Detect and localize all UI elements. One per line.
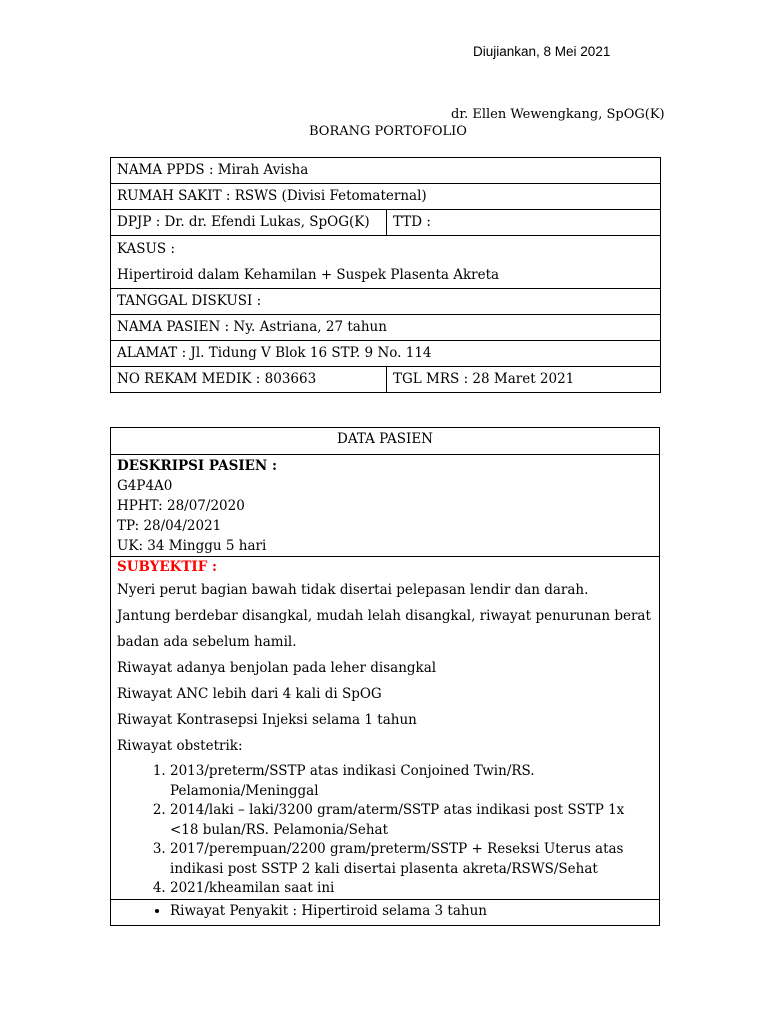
identity-table bbox=[110, 157, 661, 393]
description-line: UK: 34 Minggu 5 hari bbox=[117, 538, 267, 554]
list-item: 4. 2021/kheamilan saat ini bbox=[170, 879, 653, 899]
list-item: • Riwayat Penyakit : Hipertiroid selama 3 tahun bbox=[170, 900, 653, 922]
patient-description-cell bbox=[111, 455, 660, 557]
table-row bbox=[111, 184, 661, 210]
rumah-sakit-cell: RUMAH SAKIT : RSWS (Divisi Fetomaternal) bbox=[111, 184, 661, 210]
table-row bbox=[111, 341, 661, 367]
subjective-paragraph: Riwayat adanya benjolan pada leher disangkal bbox=[117, 660, 437, 676]
subjective-paragraph: Nyeri perut bagian bawah tidak disertai pelepasan lendir dan darah. bbox=[117, 582, 589, 598]
alamat-cell: ALAMAT : Jl. Tidung V Blok 16 STP. 9 No. 114 bbox=[111, 341, 661, 367]
section-title: DATA PASIEN bbox=[111, 428, 660, 455]
list-item: 3. 2017/perempuan/2200 gram/preterm/SSTP + Reseksi Uterus atas indikasi post SSTP 2 kali disertai plasenta akreta/RSWS/Sehat bbox=[170, 840, 653, 879]
table-row bbox=[111, 210, 661, 236]
obstetric-history-list bbox=[117, 762, 653, 899]
ttd-cell: TTD : bbox=[387, 210, 661, 236]
kasus-cell bbox=[111, 236, 661, 289]
list-item: 2. 2014/laki – laki/3200 gram/aterm/SSTP atas indikasi post SSTP 1x <18 bulan/RS. Pelamonia/Sehat bbox=[170, 801, 653, 840]
description-line: TP: 28/04/2021 bbox=[117, 518, 222, 534]
table-row bbox=[111, 455, 660, 557]
table-row bbox=[111, 557, 660, 900]
tanggal-diskusi-cell: TANGGAL DISKUSI : bbox=[111, 289, 661, 315]
table-row bbox=[111, 367, 661, 393]
table-row bbox=[111, 236, 661, 289]
subjective-paragraph: Riwayat obstetrik: bbox=[117, 738, 243, 754]
subjective-text bbox=[117, 577, 653, 759]
nama-pasien-cell: NAMA PASIEN : Ny. Astriana, 27 tahun bbox=[111, 315, 661, 341]
examiner-name: dr. Ellen Wewengkang, SpOG(K) bbox=[451, 107, 665, 122]
table-row bbox=[111, 899, 660, 925]
table-row bbox=[111, 158, 661, 184]
dpjp-cell: DPJP : Dr. dr. Efendi Lukas, SpOG(K) bbox=[111, 210, 387, 236]
form-title: BORANG PORTOFOLIO bbox=[309, 124, 467, 139]
patient-data-table bbox=[110, 427, 660, 926]
subjective-cell bbox=[111, 557, 660, 900]
kasus-label: KASUS : bbox=[117, 241, 176, 257]
table-row bbox=[111, 428, 660, 455]
subjective-paragraph: Jantung berdebar disangkal, mudah lelah disangkal, riwayat penurunan berat badan ada sebelum hamil. bbox=[117, 608, 651, 650]
nama-ppds-cell: NAMA PPDS : Mirah Avisha bbox=[111, 158, 661, 184]
table-row bbox=[111, 315, 661, 341]
description-line: G4P4A0 bbox=[117, 478, 173, 494]
list-item: 1. 2013/preterm/SSTP atas indikasi Conjoined Twin/RS. Pelamonia/Meninggal bbox=[170, 762, 653, 801]
disease-history-list bbox=[117, 900, 653, 922]
description-label: DESKRIPSI PASIEN : bbox=[117, 458, 277, 474]
subjective-paragraph: Riwayat ANC lebih dari 4 kali di SpOG bbox=[117, 686, 382, 702]
disease-history-cell bbox=[111, 899, 660, 925]
table-row bbox=[111, 289, 661, 315]
exam-date: Diujiankan, 8 Mei 2021 bbox=[473, 44, 611, 59]
description-line: HPHT: 28/07/2020 bbox=[117, 498, 245, 514]
no-rekam-medik-cell: NO REKAM MEDIK : 803663 bbox=[111, 367, 387, 393]
subjective-label: SUBYEKTIF : bbox=[117, 559, 217, 575]
subjective-paragraph: Riwayat Kontrasepsi Injeksi selama 1 tahun bbox=[117, 712, 417, 728]
tgl-mrs-cell: TGL MRS : 28 Maret 2021 bbox=[387, 367, 661, 393]
kasus-detail: Hipertiroid dalam Kehamilan + Suspek Plasenta Akreta bbox=[117, 267, 500, 283]
